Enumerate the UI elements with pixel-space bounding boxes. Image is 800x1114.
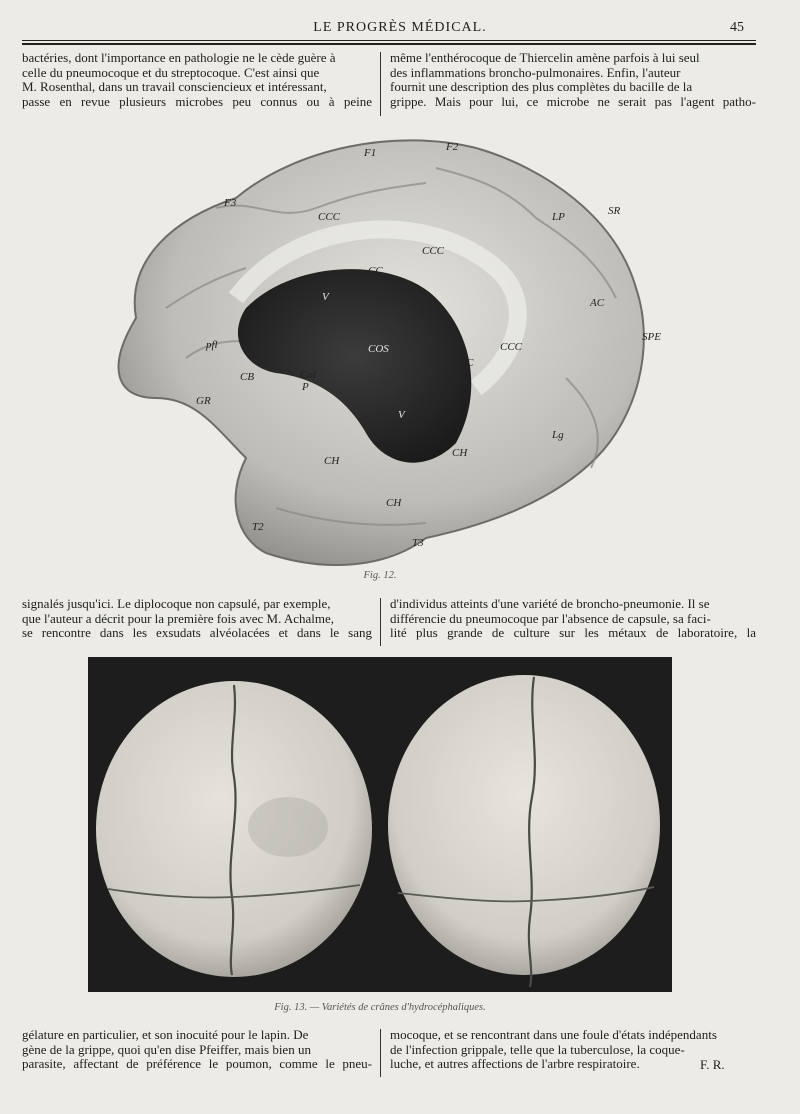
text-line: même l'enthérocoque de Thiercelin amène parfois à lui seul: [390, 50, 700, 65]
text-line: signalés jusqu'ici. Le diplocoque non capsulé, par exemple,: [22, 596, 331, 611]
label-ccc: CCC: [500, 341, 523, 353]
figure-12-caption: Fig. 12.: [363, 570, 397, 581]
page-number: 45: [730, 20, 744, 35]
figure-13-skulls-photo: [88, 657, 672, 992]
label-t3: T3: [412, 537, 424, 549]
figure-12-brain-photo: [96, 128, 664, 570]
label-v: V: [322, 291, 329, 303]
text-line: lité plus grande de culture sur les métaux de laboratoire, la: [390, 625, 756, 641]
text-line: gélature en particulier, et son inocuité pour le lapin. De: [22, 1027, 309, 1042]
label-ch: CH: [386, 497, 402, 509]
text-column-left-3: [22, 1028, 372, 1072]
text-line: mocoque, et se rencontrant dans une foule d'états indépendants: [390, 1027, 717, 1042]
header-rule-double: [22, 43, 756, 45]
text-line: des inflammations broncho-pulmonaires. Enfin, l'auteur: [390, 64, 681, 80]
label-spe: SPE: [642, 331, 661, 343]
column-divider: [380, 598, 381, 646]
text-line: parasite, affectant de préférence le poumon, comme le pneu-: [22, 1056, 372, 1072]
text-column-right-1: [390, 51, 756, 109]
label-ch: CH: [324, 455, 340, 467]
label-cb: CB: [240, 371, 255, 383]
label-gr: GR: [196, 395, 211, 407]
text-column-left-2: [22, 597, 372, 641]
label-v: V: [398, 409, 405, 421]
label-lp: LP: [552, 211, 565, 223]
label-ccc: CCC: [422, 245, 445, 257]
text-column-right-2: [390, 597, 756, 641]
label-col: Col: [300, 369, 316, 381]
text-line: passe en revue plusieurs microbes peu connus ou à peine: [22, 93, 372, 109]
text-line: gène de la grippe, quoi qu'en dise Pfeiffer, mais bien un: [22, 1041, 311, 1057]
author-signature: F. R.: [700, 1057, 725, 1072]
running-header: LE PROGRÈS MÉDICAL.: [313, 20, 487, 35]
label-t2: T2: [252, 521, 264, 533]
text-line: de l'infection grippale, telle que la tuberculose, la coque-: [390, 1041, 685, 1057]
label-cos: COS: [368, 343, 389, 355]
label-f3: F3: [224, 197, 237, 209]
label-ch: CH: [452, 447, 468, 459]
label-pfl: pfl: [206, 339, 218, 351]
text-line: bactéries, dont l'importance en pathologie ne le cède guère à: [22, 50, 336, 65]
text-line: d'individus atteints d'une variété de broncho-pneumonie. Il se: [390, 596, 710, 611]
label-sr: SR: [608, 205, 621, 217]
text-line: M. Rosenthal, dans un travail consciencieux et intéressant,: [22, 79, 327, 95]
label-ac: AC: [590, 297, 605, 309]
text-line: celle du pneumocoque et du streptocoque. C'est ainsi que: [22, 64, 320, 80]
text-column-left-1: [22, 51, 372, 109]
text-line: que l'auteur a décrit pour la première fois avec M. Achalme,: [22, 610, 335, 626]
text-line: grippe. Mais pour lui, ce microbe ne serait pas l'agent patho-: [390, 93, 756, 109]
skull-left: [96, 681, 372, 977]
label-ccc: CCC: [318, 211, 341, 223]
label-f1: F1: [364, 147, 377, 159]
column-divider: [380, 52, 381, 116]
header-rule: [22, 40, 756, 41]
text-line: se rencontre dans les exsudats alvéolacées et dans le sang: [22, 625, 372, 641]
column-divider: [380, 1029, 381, 1077]
label-lg: Lg: [552, 429, 564, 441]
text-line: différencie du pneumocoque par l'absence de capsule, sa faci-: [390, 610, 711, 626]
label-p: P: [302, 381, 309, 393]
figure-13-caption: Fig. 13. — Variétés de crânes d'hydrocéphaliques.: [274, 1002, 486, 1013]
label-c: C: [466, 357, 474, 369]
text-line: luche, et autres affections de l'arbre respiratoire.: [390, 1056, 640, 1072]
text-line: fournit une description des plus complètes du bacille de la: [390, 79, 693, 95]
label-f2: F2: [446, 141, 459, 153]
label-cc: CC: [368, 265, 383, 277]
